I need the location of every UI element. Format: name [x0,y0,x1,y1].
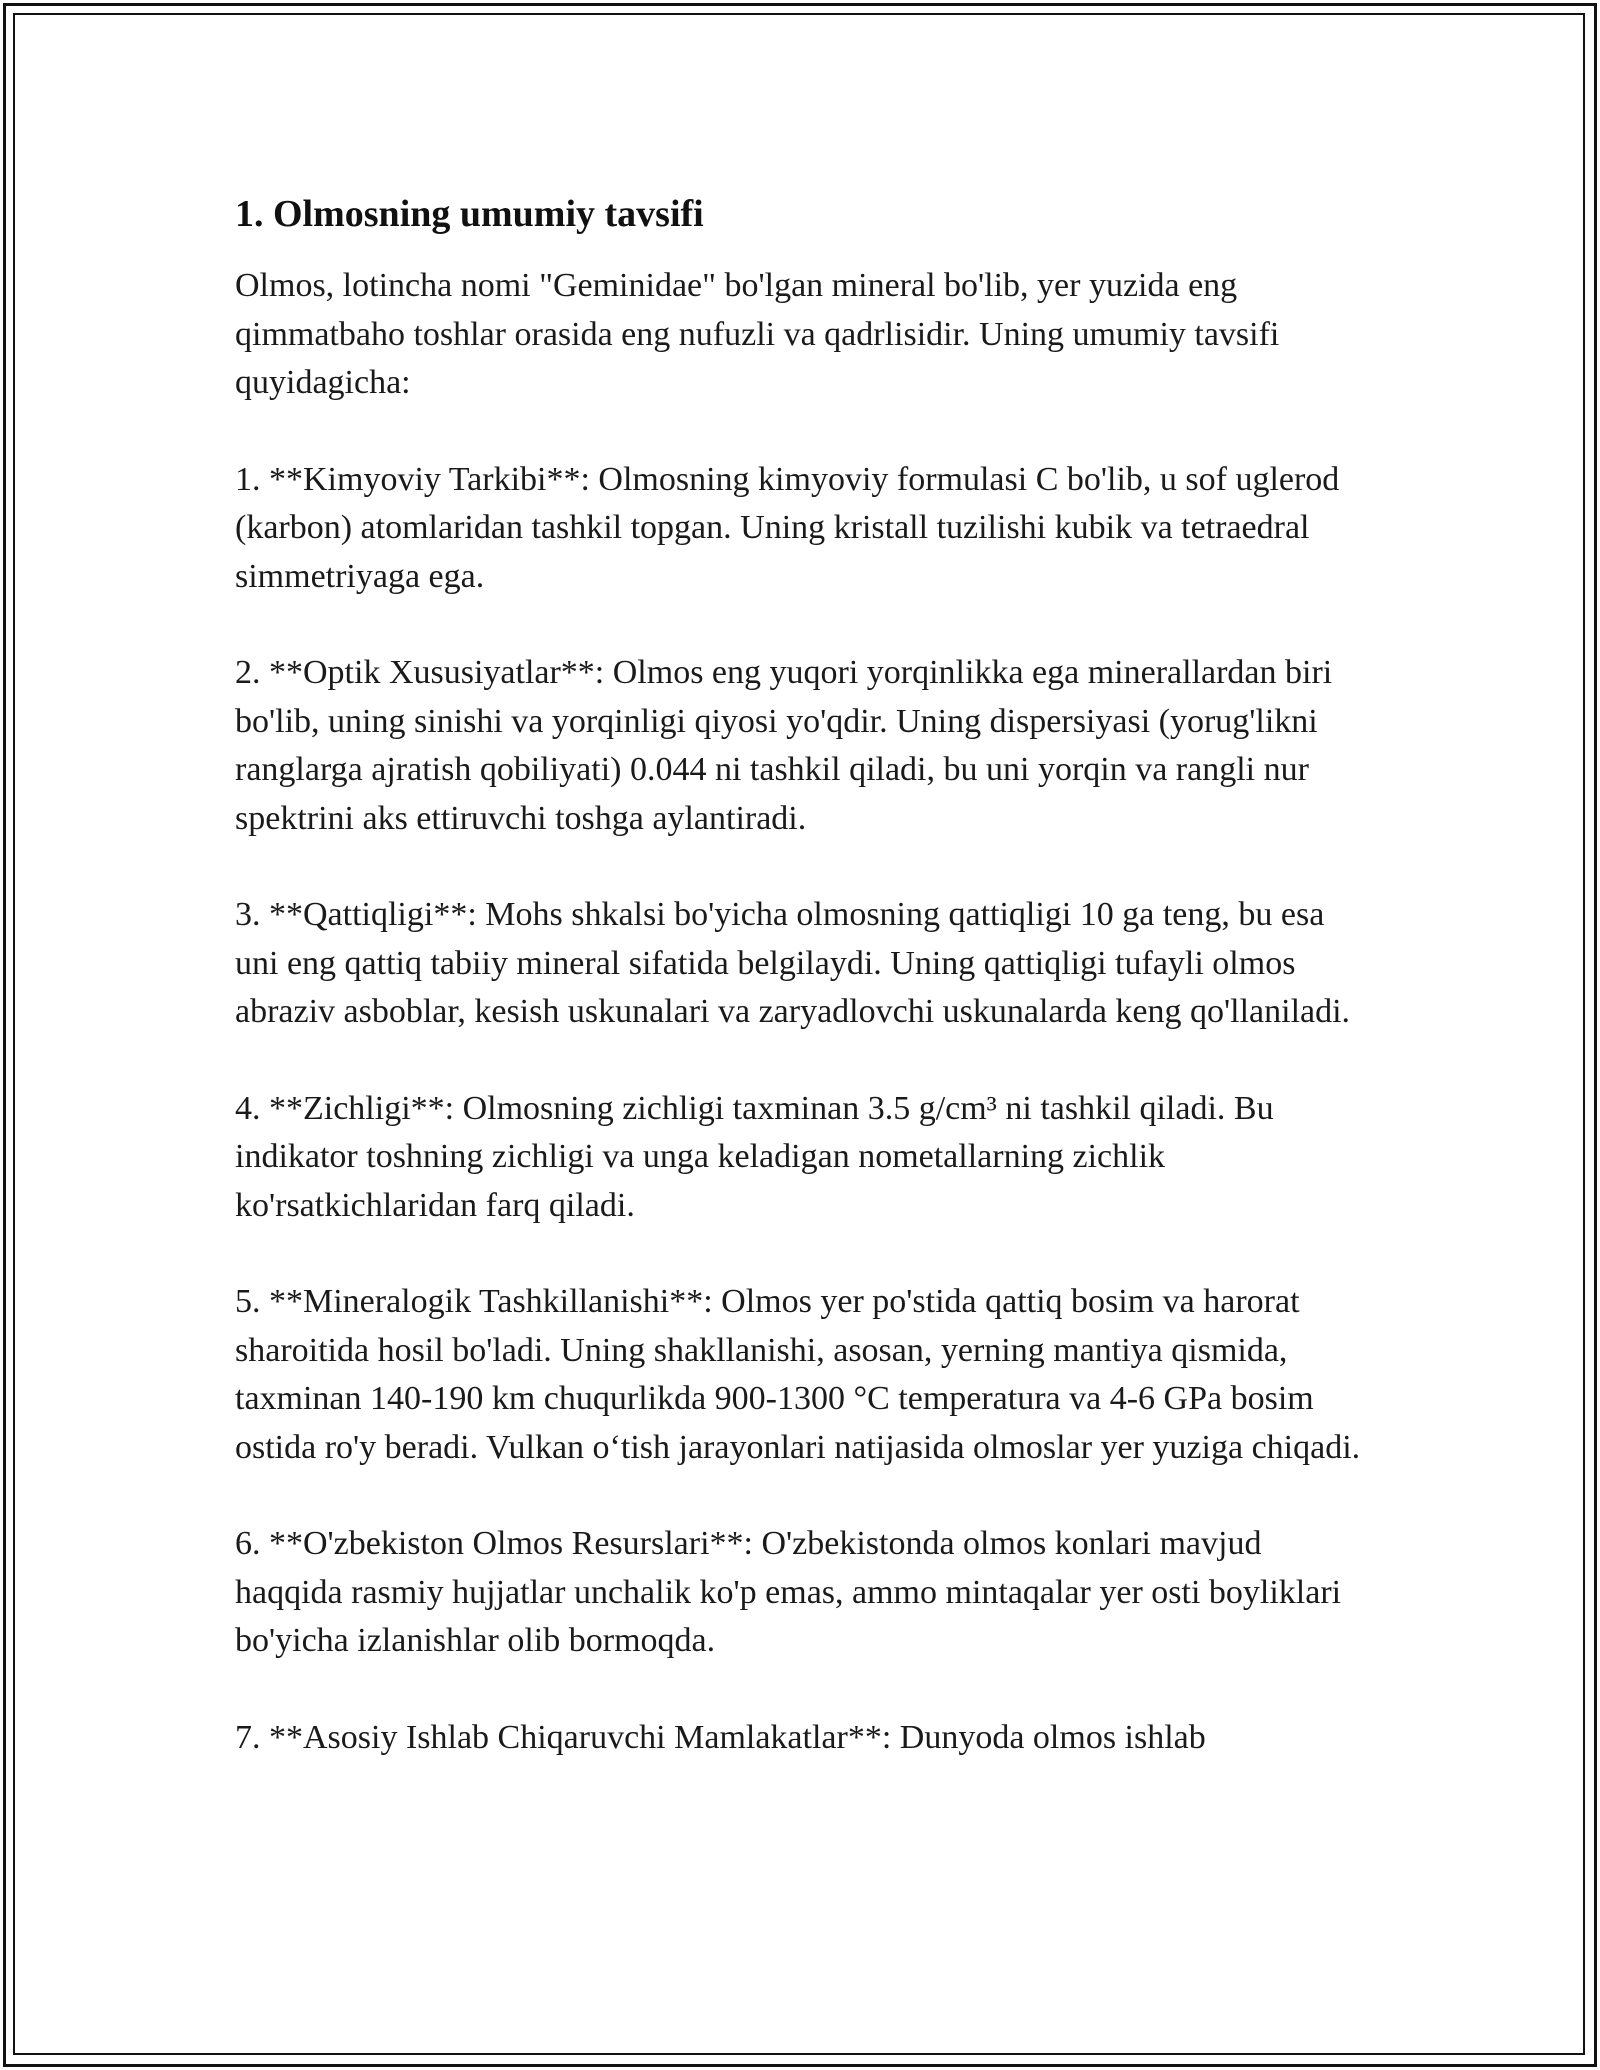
list-item-optical-properties: 2. **Optik Xususiyatlar**: Olmos eng yuqori yorqinlikka ega minerallardan biri bo'lib, uning sinishi va yorqinligi qiyosi yo'qdir. Uning dispersiyasi (yorug'likni ranglarga ajratish qobiliyati) 0.044 ni tashkil qiladi, bu uni yorqin va rangli nur spektrini aks ettiruvchi toshga aylantiradi. [235,654,1333,837]
list-item-density: 4. **Zichligi**: Olmosning zichligi taxminan 3.5 g/cm³ ni tashkil qiladi. Bu indikator toshning zichligi va unga keladigan nometallarning zichlik ko'rsatkichlaridan farq qiladi. [235,1089,1274,1224]
list-item-mineralogical-formation: 5. **Mineralogik Tashkillanishi**: Olmos yer po'stida qattiq bosim va harorat sharoitida hosil bo'ladi. Uning shakllanishi, asosan, yerning mantiya qismida, taxminan 140-190 km chuqurlikda 900-1300 °C temperatura va 4-6 GPa bosim ostida ro'y beradi. Vulkan o‘tish jarayonlari natijasida olmoslar yer yuziga chiqadi. [235,1283,1361,1466]
intro-paragraph: Olmos, lotincha nomi "Geminidae" bo'lgan mineral bo'lib, yer yuzida eng qimmatbaho toshlar orasida eng nufuzli va qadrlisidir. Uning umumiy tavsifi quyidagicha: [235,267,1280,401]
list-item-producing-countries: 7. **Asosiy Ishlab Chiqaruvchi Mamlakatlar**: Dunyoda olmos ishlab [235,1718,1206,1756]
section-heading: 1. Olmosning umumiy tavsifi [235,193,704,235]
list-item-uzbekistan-resources: 6. **O'zbekiston Olmos Resurslari**: O'zbekistonda olmos konlari mavjud haqqida rasmiy hujjatlar unchalik ko'p emas, ammo mintaqalar yer osti boyliklari bo'yicha izlanishlar olib bormoqda. [235,1525,1342,1659]
list-item-hardness: 3. **Qattiqligi**: Mohs shkalsi bo'yicha olmosning qattiqligi 10 ga teng, bu esa uni eng qattiq tabiiy mineral sifatida belgilaydi. Uning qattiqligi tufayli olmos abraziv asboblar, kesish uskunalari va zaryadlovchi uskunalarda keng qo'llaniladi. [235,896,1351,1030]
list-item-chemical-composition: 1. **Kimyoviy Tarkibi**: Olmosning kimyoviy formulasi C bo'lib, u sof uglerod (karbon) atomlaridan tashkil topgan. Uning kristall tuzilishi kubik va tetraedral simmetriyaga ega. [235,460,1340,595]
document-body [235,188,1375,1810]
